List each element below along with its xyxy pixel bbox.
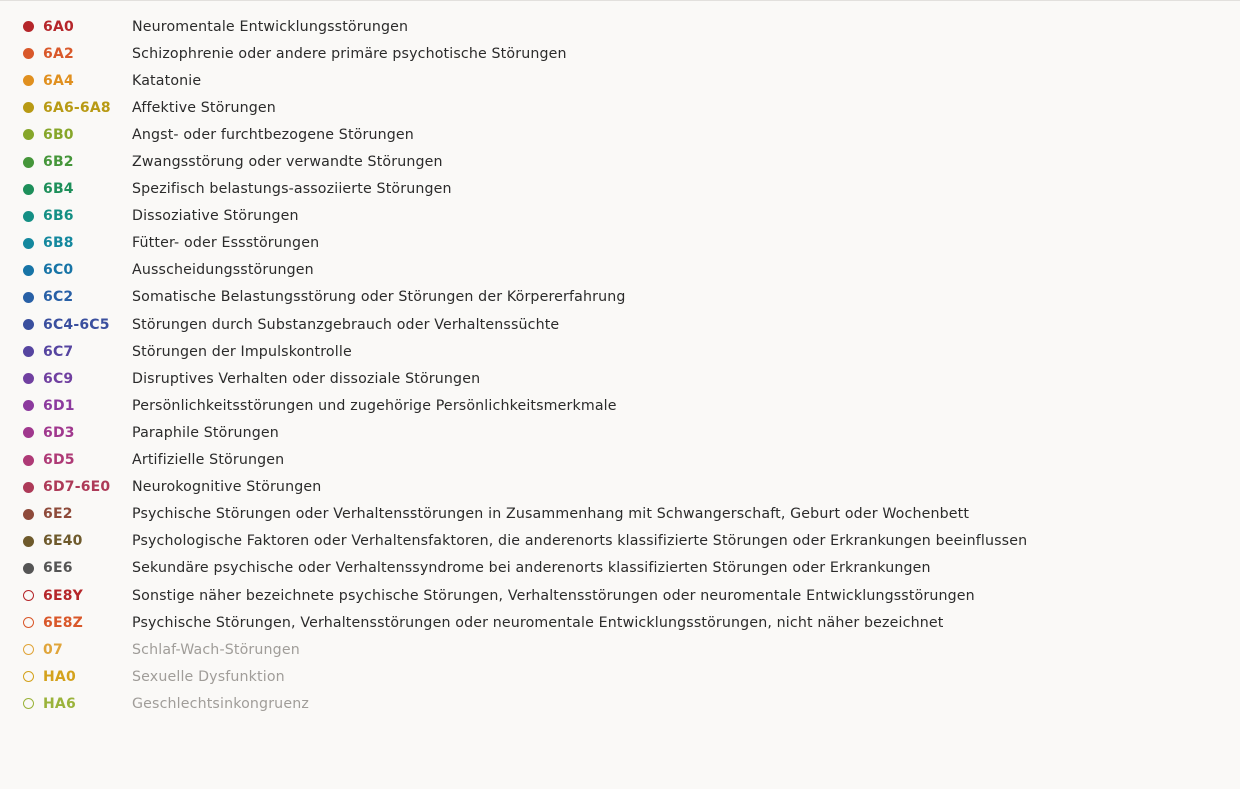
legend-code: 6C9 xyxy=(43,370,74,387)
circle-filled-icon xyxy=(23,536,34,547)
legend-label: Disruptives Verhalten oder dissoziale Störungen xyxy=(132,370,481,387)
circle-filled-icon xyxy=(23,482,34,493)
legend-item[interactable] xyxy=(23,40,1027,67)
legend-code: 6E6 xyxy=(43,560,73,577)
legend-item[interactable] xyxy=(23,447,1027,474)
circle-filled-icon xyxy=(23,265,34,276)
circle-filled-icon xyxy=(23,400,34,411)
legend-item[interactable] xyxy=(23,94,1027,121)
legend-code: HA6 xyxy=(43,695,76,712)
circle-filled-icon xyxy=(23,455,34,466)
circle-filled-icon xyxy=(23,157,34,168)
legend-item[interactable] xyxy=(23,555,1027,582)
circle-outline-icon xyxy=(23,698,34,709)
legend-code: 6B8 xyxy=(43,235,74,252)
legend-label: Störungen der Impulskontrolle xyxy=(132,343,352,360)
legend-item[interactable] xyxy=(23,284,1027,311)
legend-code: 6E40 xyxy=(43,533,83,550)
legend-label: Sonstige näher bezeichnete psychische Störungen, Verhaltensstörungen oder neuromentale Entwicklungsstörungen xyxy=(132,587,975,604)
legend-label: Psychische Störungen oder Verhaltensstörungen in Zusammenhang mit Schwangerschaft, Geburt oder Wochenbett xyxy=(132,506,970,523)
legend-item[interactable] xyxy=(23,419,1027,446)
circle-outline-icon xyxy=(23,590,34,601)
legend-label: Affektive Störungen xyxy=(132,99,276,116)
legend-code: 6E2 xyxy=(43,506,73,523)
legend-item[interactable] xyxy=(23,609,1027,636)
circle-filled-icon xyxy=(23,211,34,222)
circle-filled-icon xyxy=(23,427,34,438)
category-legend xyxy=(23,13,1027,717)
legend-code: 6D5 xyxy=(43,452,75,469)
legend-code: 6C7 xyxy=(43,343,74,360)
legend-code: 6A4 xyxy=(43,72,74,89)
legend-item[interactable] xyxy=(23,501,1027,528)
legend-item[interactable] xyxy=(23,148,1027,175)
legend-label: Störungen durch Substanzgebrauch oder Verhaltenssüchte xyxy=(132,316,560,333)
legend-label: Angst- oder furchtbezogene Störungen xyxy=(132,126,414,143)
legend-label: Neuromentale Entwicklungsstörungen xyxy=(132,18,409,35)
circle-filled-icon xyxy=(23,21,34,32)
circle-filled-icon xyxy=(23,292,34,303)
legend-label: Ausscheidungsstörungen xyxy=(132,262,314,279)
circle-filled-icon xyxy=(23,129,34,140)
legend-label: Paraphile Störungen xyxy=(132,424,279,441)
legend-code: 6A6-6A8 xyxy=(43,99,111,116)
legend-label: Schizophrenie oder andere primäre psychotische Störungen xyxy=(132,45,567,62)
legend-label: Artifizielle Störungen xyxy=(132,452,285,469)
legend-label: Spezifisch belastungs-assoziierte Störungen xyxy=(132,181,452,198)
circle-outline-icon xyxy=(23,671,34,682)
legend-item[interactable] xyxy=(23,474,1027,501)
legend-item[interactable] xyxy=(23,203,1027,230)
legend-label: Psychologische Faktoren oder Verhaltensfaktoren, die anderenorts klassifizierte Störungen oder Erkrankungen beeinflussen xyxy=(132,533,1028,550)
circle-filled-icon xyxy=(23,102,34,113)
legend-item[interactable] xyxy=(23,67,1027,94)
legend-code: 6D1 xyxy=(43,397,75,414)
legend-label: Dissoziative Störungen xyxy=(132,208,299,225)
circle-filled-icon xyxy=(23,48,34,59)
legend-code: HA0 xyxy=(43,668,76,685)
legend-item[interactable] xyxy=(23,338,1027,365)
legend-label: Neurokognitive Störungen xyxy=(132,479,322,496)
legend-item[interactable] xyxy=(23,582,1027,609)
legend-code: 6E8Z xyxy=(43,614,83,631)
legend-code: 6C0 xyxy=(43,262,74,279)
legend-item[interactable] xyxy=(23,663,1027,690)
legend-label: Katatonie xyxy=(132,72,202,89)
legend-item[interactable] xyxy=(23,365,1027,392)
legend-code: 6B4 xyxy=(43,181,74,198)
legend-label: Psychische Störungen, Verhaltensstörungen oder neuromentale Entwicklungsstörungen, nicht näher bezeichnet xyxy=(132,614,944,631)
circle-filled-icon xyxy=(23,319,34,330)
legend-code: 6C2 xyxy=(43,289,74,306)
legend-item[interactable] xyxy=(23,121,1027,148)
legend-label: Fütter- oder Essstörungen xyxy=(132,235,320,252)
legend-label: Schlaf-Wach-Störungen xyxy=(132,641,300,658)
legend-code: 6B2 xyxy=(43,154,74,171)
circle-filled-icon xyxy=(23,563,34,574)
circle-filled-icon xyxy=(23,184,34,195)
legend-code: 6D7-6E0 xyxy=(43,479,111,496)
legend-code: 6D3 xyxy=(43,424,75,441)
legend-item[interactable] xyxy=(23,176,1027,203)
legend-label: Sexuelle Dysfunktion xyxy=(132,668,285,685)
legend-item[interactable] xyxy=(23,13,1027,40)
legend-code: 6B6 xyxy=(43,208,74,225)
legend-item[interactable] xyxy=(23,257,1027,284)
legend-item[interactable] xyxy=(23,528,1027,555)
circle-filled-icon xyxy=(23,75,34,86)
circle-filled-icon xyxy=(23,346,34,357)
circle-filled-icon xyxy=(23,509,34,520)
legend-code: 6C4-6C5 xyxy=(43,316,110,333)
circle-outline-icon xyxy=(23,644,34,655)
legend-label: Zwangsstörung oder verwandte Störungen xyxy=(132,154,443,171)
top-divider xyxy=(0,0,1240,1)
legend-item[interactable] xyxy=(23,230,1027,257)
legend-item[interactable] xyxy=(23,392,1027,419)
legend-item[interactable] xyxy=(23,636,1027,663)
legend-code: 07 xyxy=(43,641,63,658)
legend-label: Sekundäre psychische oder Verhaltenssyndrome bei anderenorts klassifizierten Störungen oder Erkrankungen xyxy=(132,560,931,577)
legend-label: Persönlichkeitsstörungen und zugehörige Persönlichkeitsmerkmale xyxy=(132,397,617,414)
legend-label: Somatische Belastungsstörung oder Störungen der Körpererfahrung xyxy=(132,289,626,306)
legend-code: 6A0 xyxy=(43,18,74,35)
circle-filled-icon xyxy=(23,373,34,384)
legend-code: 6A2 xyxy=(43,45,74,62)
legend-code: 6E8Y xyxy=(43,587,83,604)
circle-outline-icon xyxy=(23,617,34,628)
legend-item[interactable] xyxy=(23,311,1027,338)
legend-label: Geschlechtsinkongruenz xyxy=(132,695,309,712)
circle-filled-icon xyxy=(23,238,34,249)
legend-code: 6B0 xyxy=(43,126,74,143)
legend-item[interactable] xyxy=(23,690,1027,717)
